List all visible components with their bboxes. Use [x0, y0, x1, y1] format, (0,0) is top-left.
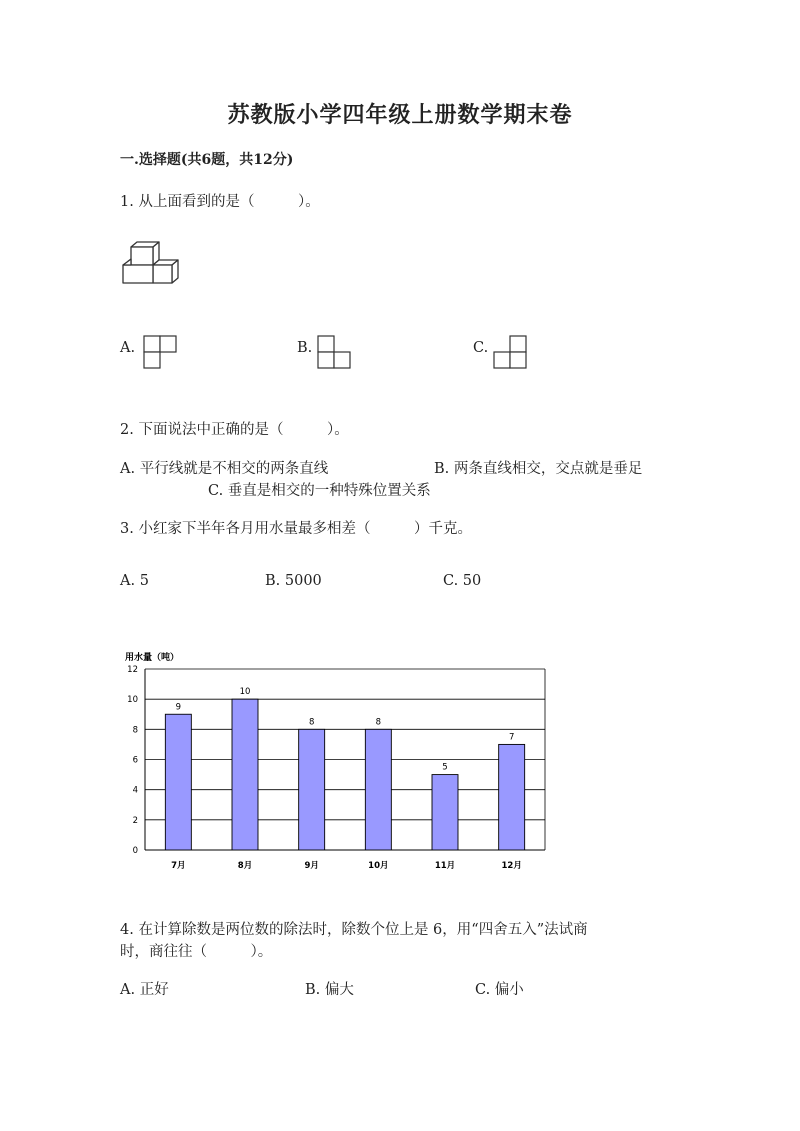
x-tick-label: 12月	[501, 861, 522, 871]
q2-option-a[interactable]: A. 平行线就是不相交的两条直线	[120, 461, 329, 477]
q4-option-c[interactable]: C. 偏小	[475, 982, 524, 998]
water-usage-bar-chart	[110, 645, 560, 875]
data-label: 9	[175, 702, 182, 713]
q1-option-a-shape	[143, 335, 179, 371]
bar	[432, 775, 458, 850]
y-tick-label: 10	[127, 695, 138, 706]
question-2-text: 2. 下面说法中正确的是（ ）。	[120, 422, 349, 438]
y-tick-label: 4	[132, 785, 138, 796]
x-tick-label: 9月	[304, 861, 319, 871]
q4-option-a[interactable]: A. 正好	[120, 982, 169, 998]
q1-option-c[interactable]: C.	[473, 340, 489, 356]
question-4-text-line-1: 4. 在计算除数是两位数的除法时，除数个位上是 6，用“四舍五入”法试商	[120, 922, 588, 938]
data-label: 8	[308, 717, 315, 728]
q3-option-a[interactable]: A. 5	[120, 573, 149, 589]
q2-option-b[interactable]: B. 两条直线相交，交点就是垂足	[434, 461, 643, 477]
section-heading: 一.选择题(共6题，共12分)	[120, 152, 294, 168]
q1-option-a[interactable]: A.	[120, 340, 136, 356]
q1-option-b[interactable]: B.	[297, 340, 313, 356]
q4-option-b[interactable]: B. 偏大	[305, 982, 354, 998]
q1-option-b-shape	[317, 335, 355, 371]
data-label: 7	[508, 732, 515, 743]
q1-option-c-shape	[493, 335, 531, 371]
data-label: 10	[239, 687, 251, 698]
x-tick-label: 8月	[237, 861, 253, 871]
bar	[232, 699, 258, 850]
bar	[165, 714, 191, 850]
bar	[365, 729, 391, 850]
question-4-text-line-2: 时，商往往（ ）。	[120, 944, 273, 960]
question-1-text: 1. 从上面看到的是（ ）。	[120, 194, 320, 210]
y-tick-label: 12	[127, 665, 138, 675]
q3-option-b[interactable]: B. 5000	[265, 573, 322, 589]
data-label: 5	[442, 762, 448, 773]
cube-figure	[120, 240, 182, 290]
data-label: 8	[375, 717, 382, 728]
bar	[299, 729, 325, 850]
x-tick-label: 10月	[368, 861, 389, 871]
x-tick-label: 11月	[434, 861, 456, 871]
x-tick-label: 7月	[171, 861, 186, 871]
page-title: 苏教版小学四年级上册数学期末卷	[227, 102, 573, 128]
y-tick-label: 0	[132, 846, 138, 856]
q3-option-c[interactable]: C. 50	[443, 573, 482, 589]
y-tick-label: 8	[132, 725, 138, 736]
question-3-text: 3. 小红家下半年各月用水量最多相差（ ）千克。	[120, 521, 472, 537]
y-tick-label: 2	[132, 815, 138, 826]
bar	[499, 744, 525, 850]
q2-option-c[interactable]: C. 垂直是相交的一种特殊位置关系	[208, 483, 431, 499]
y-axis-label: 用水量（吨）	[125, 653, 180, 663]
y-tick-label: 6	[132, 755, 138, 766]
